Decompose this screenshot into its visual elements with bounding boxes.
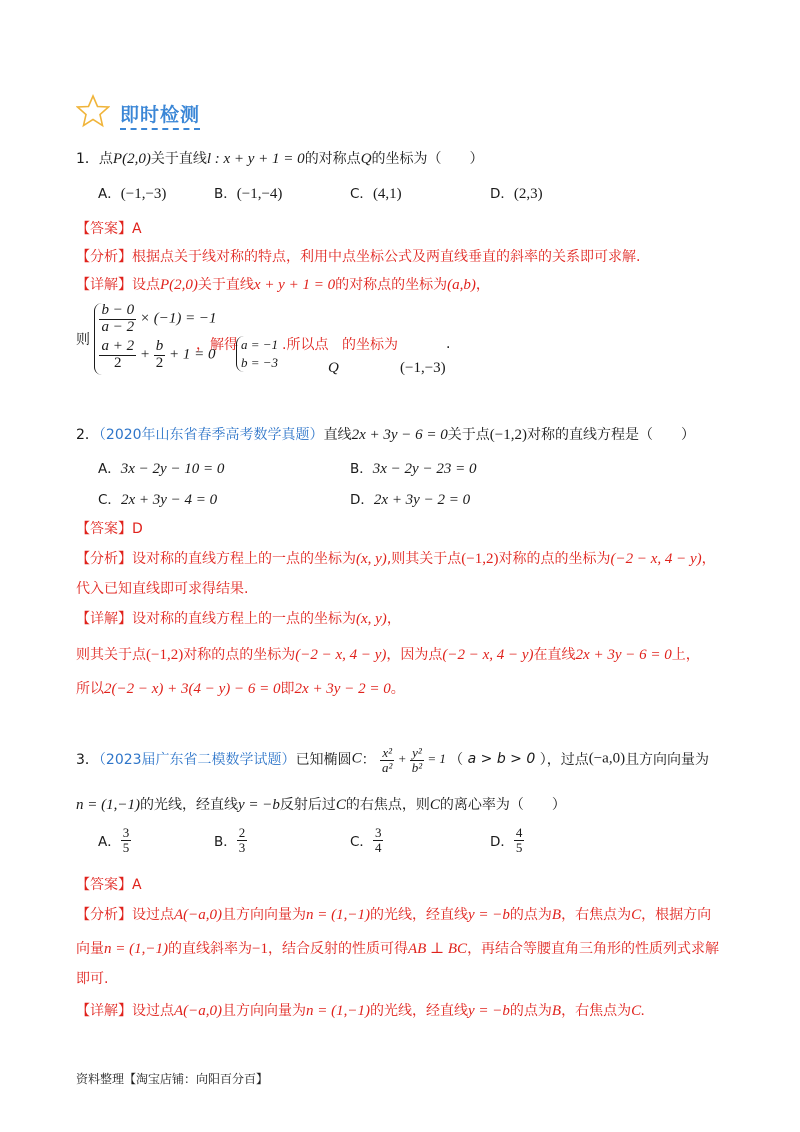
option-b[interactable]: B．3x − 2y − 23 = 0: [350, 461, 477, 477]
analysis-2: 【分析】设对称的直线方程上的一点的坐标为(x, y),则其关于点(−1,2)对称的点的坐标为(−2 − x, 4 − y)，: [76, 551, 716, 567]
answer-2: 【答案】D: [76, 521, 143, 537]
so-coord-label: 的坐标为: [342, 337, 398, 353]
detail-2: 【详解】设对称的直线方程上的一点的坐标为(x, y)，: [76, 611, 401, 627]
analysis-3: 【分析】设过点A(−a,0)且方向向量为n = (1,−1)的光线，经直线y = −b的点为B，右焦点为C，根据方向: [76, 907, 712, 923]
question-3-stem-line2: n = (1,−1)的光线，经直线y = −b反射后过C的右焦点，则C的离心率为（ ）: [76, 797, 566, 813]
answer-3: 【答案】A: [76, 877, 142, 893]
detail-1: 【详解】设点P(2,0)关于直线x + y + 1 = 0的对称点的坐标为(a,b)，: [76, 277, 490, 293]
analysis-3-line3: 即可.: [76, 971, 109, 987]
q-label: Q: [328, 360, 339, 376]
analysis-2-line2: 代入已知直线即可求得结果.: [76, 581, 249, 597]
option-a[interactable]: A．3x − 2y − 10 = 0: [98, 461, 225, 477]
solve-label: ，解得: [196, 337, 238, 353]
detail-2-line3: 所以2(−2 − x) + 3(4 − y) − 6 = 0即2x + 3y − 2 = 0。: [76, 681, 405, 697]
option-a[interactable]: A． $\frac{3}{5}$: [98, 825, 130, 855]
question-2-stem: 2．（2020年山东省春季高考数学真题）直线2x + 3y − 6 = 0关于点(−1,2)对称的直线方程是（ ）: [76, 427, 695, 443]
equation-system-1: 则 $\frac{b - 0}{a - 2}$ × (−1) = −1 $\frac{a + 2}{2}$ + $\frac{b}{2}$ + 1 = 0: [76, 303, 217, 375]
detail-2-line2: 则其关于点(−1,2)对称的点的坐标为(−2 − x, 4 − y)，因为点(−2 − x, 4 − y)在直线2x + 3y − 6 = 0上，: [76, 647, 700, 663]
question-3-stem: 3．（2023届广东省二模数学试题）已知椭圆C： $\frac{\text{x²}}{\text{a²}}$ + $\frac{\text{y²}}{\text{b²}}$ = 1 （ a > b > 0 ），过点(−a,0)且方向向量为: [76, 745, 710, 775]
footer-text: 资料整理【淘宝店铺：向阳百分百】: [76, 1072, 269, 1086]
analysis-1: 【分析】根据点关于线对称的特点，利用中点坐标公式及两直线垂直的斜率的关系即可求解.: [76, 249, 641, 265]
option-d[interactable]: D． $\frac{4}{5}$: [490, 825, 523, 855]
option-d[interactable]: D．2x + 3y − 2 = 0: [350, 492, 471, 508]
option-c[interactable]: C．2x + 3y − 4 = 0: [98, 492, 218, 508]
question-1-stem: 1．点P(2,0)关于直线l : x + y + 1 = 0的对称点Q的坐标为（ ）: [76, 151, 484, 167]
so-coord-value: (−1,−3): [400, 360, 446, 376]
answer-1: 【答案】A: [76, 221, 142, 237]
so-text: .所以点: [282, 337, 329, 353]
detail-3: 【详解】设过点A(−a,0)且方向向量为n = (1,−1)的光线，经直线y = −b的点为B，右焦点为C.: [76, 1003, 645, 1019]
period: .: [446, 336, 451, 352]
star-icon: [76, 94, 110, 132]
option-d[interactable]: D．(2,3): [490, 186, 543, 202]
option-b[interactable]: B． $\frac{2}{3}$: [214, 825, 246, 855]
option-c[interactable]: C．(4,1): [350, 186, 402, 202]
analysis-3-line2: 向量n = (1,−1)的直线斜率为−1，结合反射的性质可得AB ⊥ BC，再结合等腰直角三角形的性质列式求解: [76, 941, 720, 957]
solution-system: a = −1 b = −3: [236, 336, 278, 372]
option-b[interactable]: B．(−1,−4): [214, 186, 283, 202]
section-title: 即时检测: [120, 100, 200, 130]
option-a[interactable]: A．(−1,−3): [98, 186, 167, 202]
option-c[interactable]: C． $\frac{3}{4}$: [350, 825, 382, 855]
